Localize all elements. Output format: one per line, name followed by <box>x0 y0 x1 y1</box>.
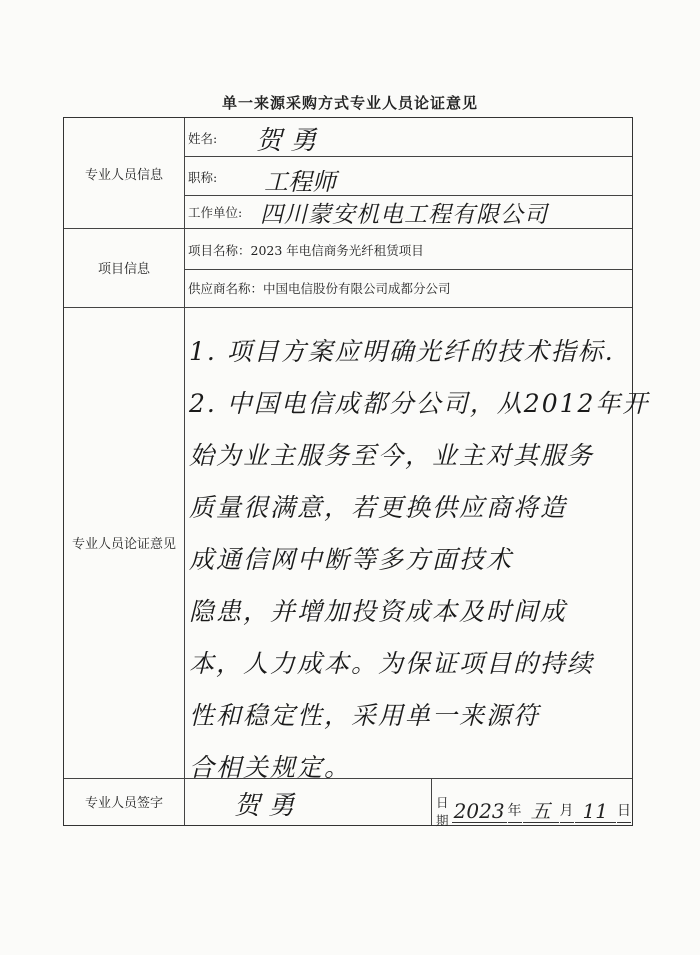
opinion-line: 性和稳定性，采用单一来源符 <box>189 701 541 730</box>
date-day: 11 <box>575 800 616 823</box>
date-field <box>436 795 632 827</box>
signer-handwritten: 贺 勇 <box>234 791 295 821</box>
date-month: 五 <box>523 800 559 823</box>
opinion-line: 成通信网中断等多方面技术 <box>189 545 514 574</box>
employer-handwritten: 四川蒙安机电工程有限公司 <box>260 202 548 228</box>
opinion-line: 隐患，并增加投资成本及时间成 <box>189 597 568 626</box>
row-divider <box>184 269 632 270</box>
opinion-line: 质量很满意，若更换供应商将造 <box>189 493 568 522</box>
opinion-line: 1. 项目方案应明确光纤的技术指标. <box>189 337 615 366</box>
opinion-line: 合相关规定。 <box>189 753 352 782</box>
name-handwritten: 贺 勇 <box>256 126 317 156</box>
column-divider <box>184 118 185 825</box>
date-year-unit: 年 <box>508 800 522 823</box>
date-year: 2023 <box>453 798 505 823</box>
section-expert-info: 专业人员信息 <box>84 167 163 183</box>
opinion-handwritten <box>189 326 650 794</box>
section-project-info: 项目信息 <box>97 262 150 277</box>
project-name: 项目名称：2023 年电信商务光纤租赁项目 <box>188 243 424 258</box>
opinion-form <box>63 117 650 828</box>
employer-label: 工作单位: <box>188 205 243 220</box>
date-label: 日期 <box>436 795 449 828</box>
opinion-line: 本，人力成本。为保证项目的持续 <box>189 649 595 678</box>
row-divider <box>184 156 632 157</box>
supplier-name: 供应商名称：中国电信股份有限公司成都分公司 <box>188 281 451 296</box>
opinion-line: 2. 中国电信成都分公司，从2012年开 <box>189 389 650 418</box>
date-day-unit: 日 <box>617 800 631 823</box>
title-label: 职称: <box>188 170 218 185</box>
name-label: 姓名: <box>188 131 218 146</box>
opinion-line: 始为业主服务至今，业主对其服务 <box>189 441 595 470</box>
section-signature: 专业人员签字 <box>84 796 163 811</box>
date-month-unit: 月 <box>560 800 574 823</box>
section-opinion: 专业人员论证意见 <box>71 537 176 552</box>
page-title: 单一来源采购方式专业人员论证意见 <box>221 94 478 112</box>
title-handwritten: 工程师 <box>264 168 336 196</box>
